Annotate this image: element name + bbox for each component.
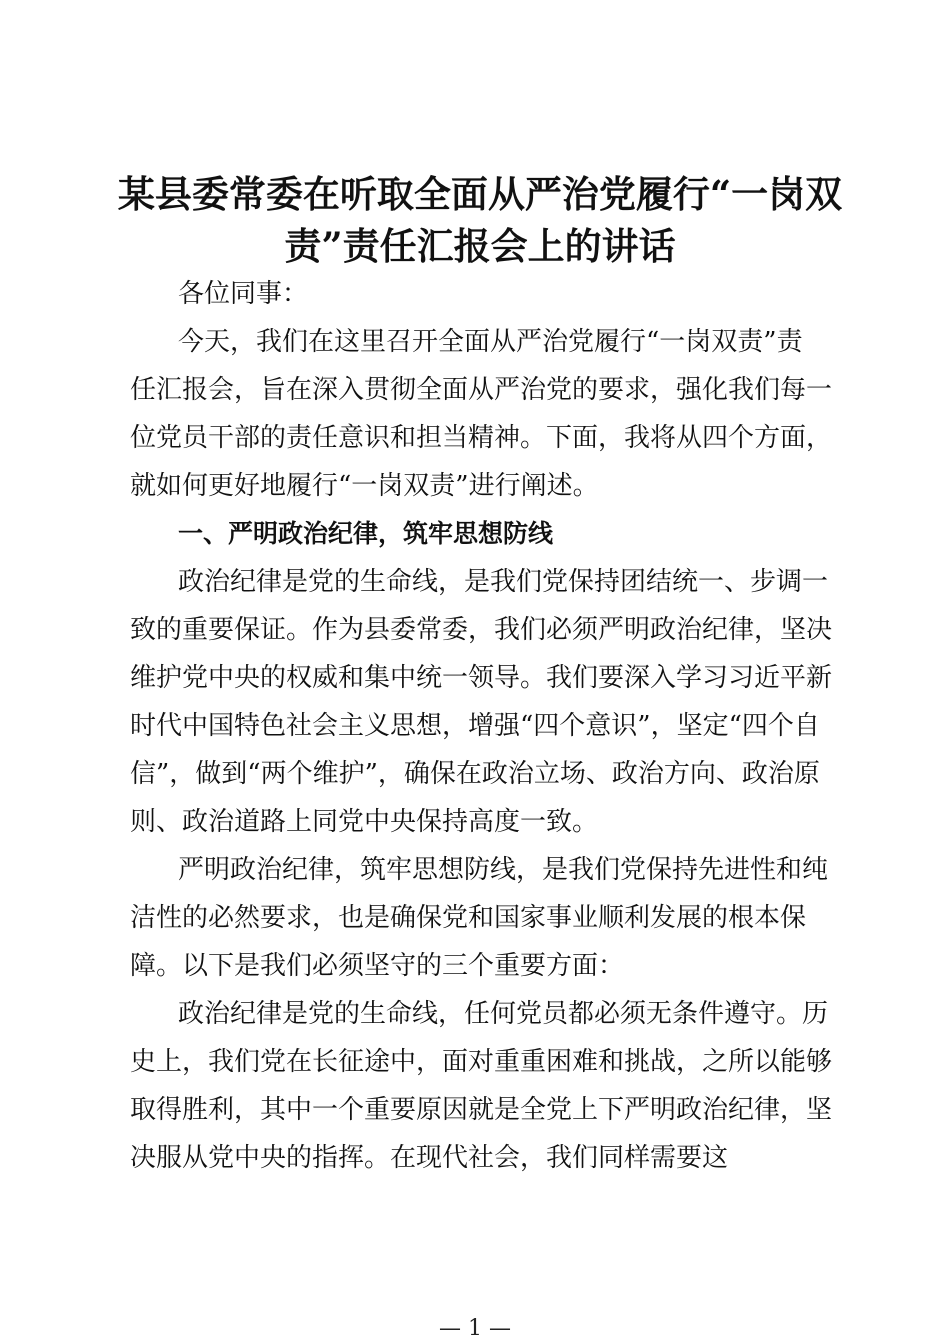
text-line: 各位同事： bbox=[178, 279, 309, 309]
document-body bbox=[130, 270, 833, 1182]
page-number: — 1 — bbox=[439, 1316, 511, 1341]
title-line-2: 责”责任汇报会上的讲话 bbox=[284, 224, 676, 268]
text-line: 决服从党中央的指挥。在现代社会，我们同样需要这 bbox=[130, 1143, 729, 1173]
text-line: 政治纪律是党的生命线，任何党员都必须无条件遵守。历 bbox=[178, 999, 829, 1029]
text-line: 严明政治纪律，筑牢思想防线，是我们党保持先进性和纯 bbox=[178, 855, 829, 885]
text-line: 政治纪律是党的生命线，是我们党保持团结统一、步调一 bbox=[178, 567, 829, 597]
document-title bbox=[100, 168, 860, 272]
text-line: 今天，我们在这里召开全面从严治党履行“一岗双责”责 bbox=[178, 327, 803, 357]
text-line: 障。以下是我们必须坚守的三个重要方面： bbox=[130, 951, 625, 981]
text-line: 任汇报会，旨在深入贯彻全面从严治党的要求，强化我们每一 bbox=[130, 375, 833, 405]
section-heading: 一、严明政治纪律，筑牢思想防线 bbox=[178, 519, 554, 548]
text-line: 信”，做到“两个维护”，确保在政治立场、政治方向、政治原 bbox=[130, 759, 820, 789]
text-line: 就如何更好地履行“一岗双责”进行阐述。 bbox=[130, 471, 599, 501]
text-line: 取得胜利，其中一个重要原因就是全党上下严明政治纪律，坚 bbox=[130, 1095, 833, 1125]
text-line: 则、政治道路上同党中央保持高度一致。 bbox=[130, 807, 599, 837]
title-line-1: 某县委常委在听取全面从严治党履行“一岗双 bbox=[117, 172, 843, 216]
text-line: 致的重要保证。作为县委常委，我们必须严明政治纪律，坚决 bbox=[130, 615, 833, 645]
text-line: 洁性的必然要求，也是确保党和国家事业顺利发展的根本保 bbox=[130, 903, 807, 933]
text-line: 史上，我们党在长征途中，面对重重困难和挑战，之所以能够 bbox=[130, 1047, 833, 1077]
text-line: 维护党中央的权威和集中统一领导。我们要深入学习习近平新 bbox=[130, 663, 833, 693]
text-line: 时代中国特色社会主义思想，增强“四个意识”，坚定“四个自 bbox=[130, 711, 820, 741]
text-line: 位党员干部的责任意识和担当精神。下面，我将从四个方面， bbox=[130, 423, 833, 453]
